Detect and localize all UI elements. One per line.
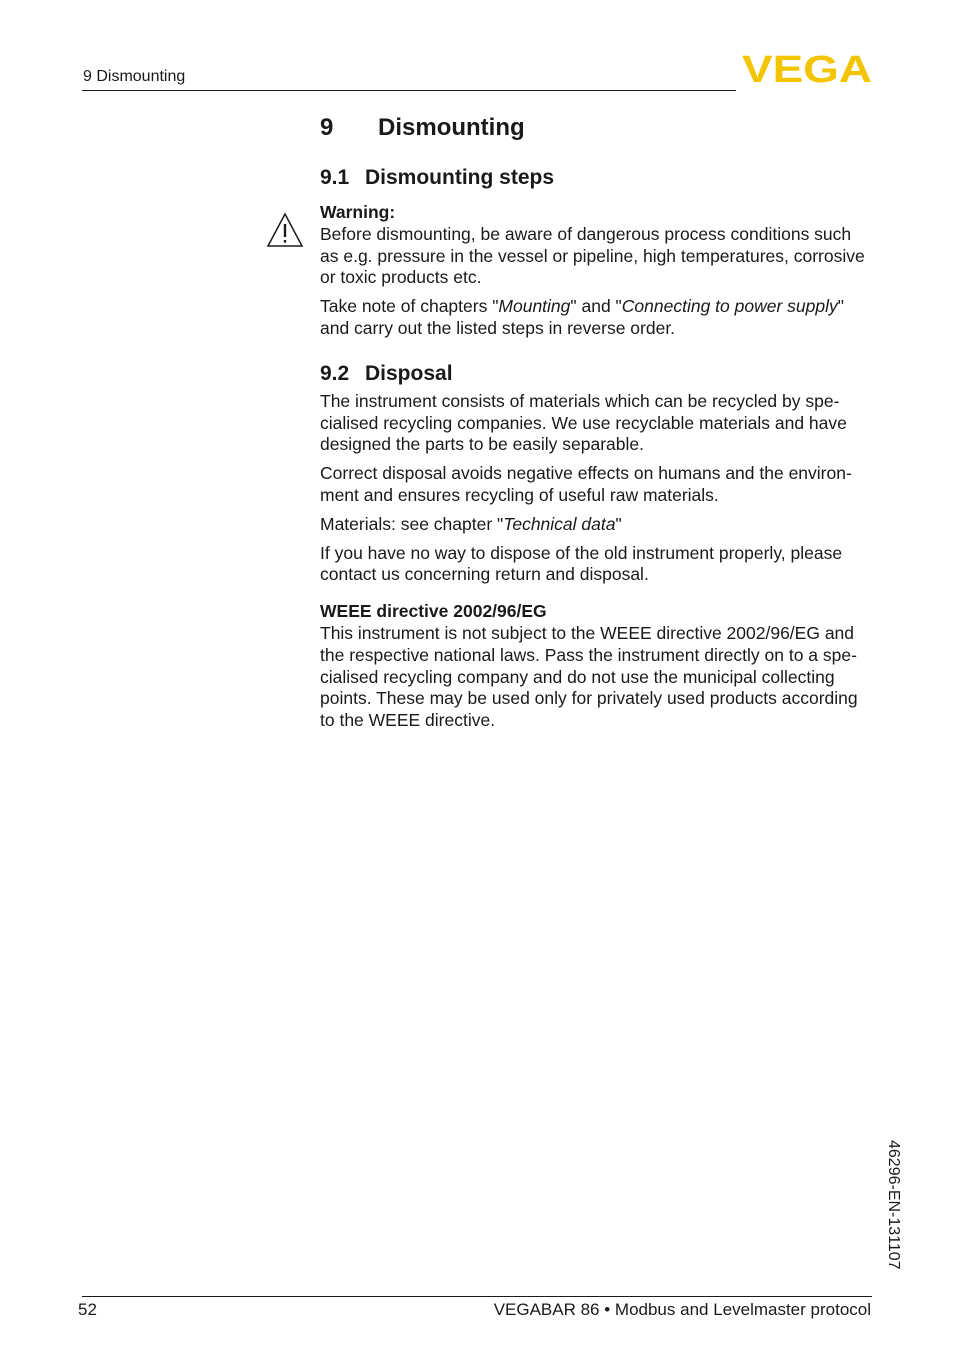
chapter-number: 9 — [320, 114, 334, 141]
header-chapter-label: 9 Dismounting — [83, 68, 186, 85]
section-heading-disposal — [320, 361, 872, 387]
warning-label: Warning: — [320, 202, 396, 222]
disposal-paragraph-2: Correct disposal avoids negative effects on humans and the environment and ensures recycling of useful raw materials. — [320, 463, 852, 505]
document-id: 46296-EN-131107 — [885, 1140, 902, 1270]
chapter-heading — [320, 113, 872, 143]
weee-heading: WEEE directive 2002/96/EG — [320, 601, 547, 622]
disposal-paragraph-1: The instrument consists of materials which can be recycled by specialised recycling companies. We use recyclable materials and have designed the parts to be easily separable. — [320, 390, 847, 455]
chapter-title: Dismounting — [378, 114, 525, 141]
section-title: Disposal — [365, 361, 453, 385]
product-name: VEGABAR 86 • Modbus and Levelmaster protocol — [493, 1300, 871, 1319]
section-heading-dismounting-steps — [320, 165, 872, 191]
reverse-order-note: Take note of chapters "Mounting" and "Connecting to power supply" and carry out the listed steps in reverse order. — [320, 296, 844, 338]
section-title: Dismounting steps — [365, 166, 555, 189]
page-number: 52 — [78, 1300, 97, 1319]
weee-text: This instrument is not subject to the WEEE directive 2002/96/EG and the respective national laws. Pass the instrument directly on to a specialised recycling company and do not use the municipal collecting points. These may be used only for privately used products according to the WEEE directive. — [320, 622, 858, 731]
materials-note: Materials: see chapter "Technical data" — [320, 513, 622, 534]
page-content — [320, 108, 872, 732]
footer-rule — [82, 1296, 872, 1297]
section-number: 9.1 — [320, 166, 350, 189]
mounting-chapter-ref: Mounting — [498, 296, 571, 317]
svg-text:VEGA: VEGA — [742, 52, 872, 84]
header-rule — [82, 90, 736, 91]
warning-text: Before dismounting, be aware of dangerous process conditions such as e.g. pressure in the vessel or pipeline, high temperatures, corrosive or toxic products etc. — [320, 223, 865, 288]
section-number: 9.2 — [320, 361, 350, 385]
technical-data-ref: Technical data — [503, 513, 616, 534]
disposal-paragraph-4: If you have no way to dispose of the old instrument properly, please contact us concerning return and disposal. — [320, 542, 843, 585]
connecting-chapter-ref: Connecting to power supply — [621, 296, 838, 317]
warning-triangle-icon — [266, 212, 304, 248]
vega-logo — [742, 52, 872, 84]
